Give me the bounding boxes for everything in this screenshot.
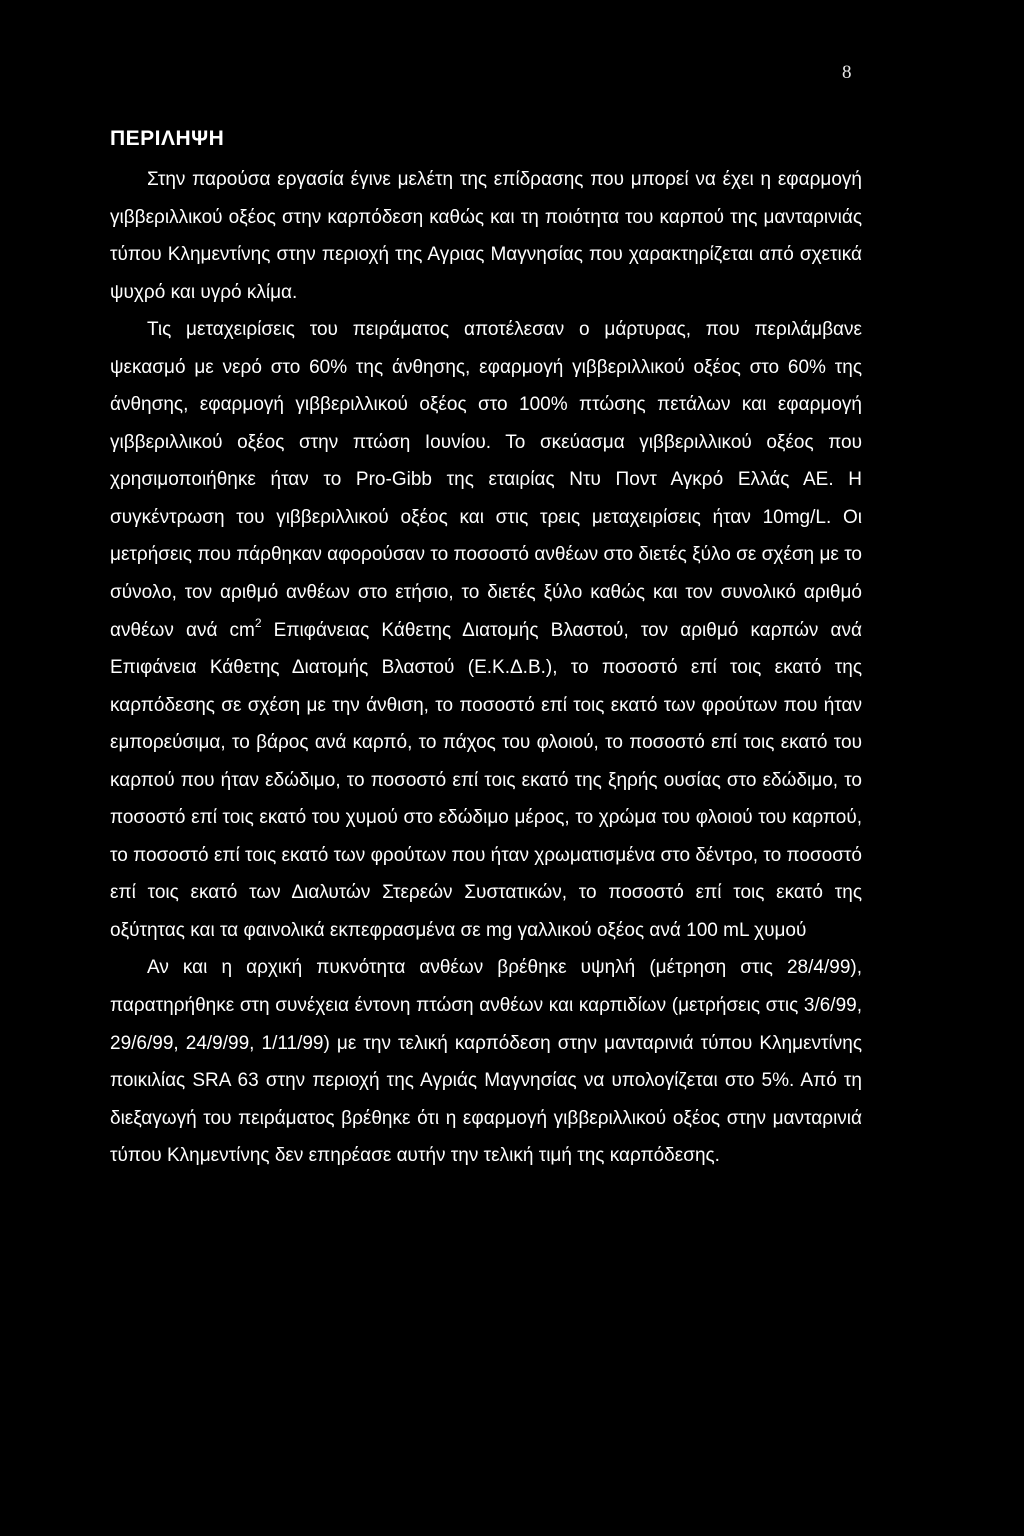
paragraph-methods-text-a: Τις μεταχειρίσεις του πειράματος αποτέλεσαν ο μάρτυρας, που περιλάμβανε ψεκασμό με νερό στο 60% της άνθησης, εφαρμογή γιββεριλλικού οξέος στο 60% της άνθησης, εφαρμογή γιββεριλλικού οξέος στο 100% πτώσης πετάλων και εφαρμογή γιββεριλλικού οξέος στην πτώση Ιουνίου. Το σκεύασμα γιββεριλλικού οξέος που χρησιμοποιήθηκε ήταν το Pro-Gibb της εταιρίας Ντυ Ποντ Αγκρό Ελλάς ΑΕ. Η συγκέντρωση του γιββεριλλικού οξέος και στις τρεις μεταχειρίσεις ήταν 10mg/L. Οι μετρήσεις που πάρθηκαν αφορούσαν το ποσοστό ανθέων στο διετές ξύλο σε σχέση με το σύνολο, τον αριθμό ανθέων στο ετήσιο, το διετές ξύλο καθώς και τον συνολικό αριθμό ανθέων ανά cm (110, 319, 862, 641)
superscript-exponent: 2 (254, 615, 262, 630)
page-number: 8 (842, 62, 852, 83)
paragraph-results: Αν και η αρχική πυκνότητα ανθέων βρέθηκε υψηλή (μέτρηση στις 28/4/99), παρατηρήθηκε στη συνέχεια έντονη πτώση ανθέων και καρπιδίων (μετρήσεις στις 3/6/99, 29/6/99, 24/9/99, 1/11/99) με την τελική καρπόδεση στην μανταρινιά τύπου Κλημεντίνης ποικιλίας SRA 63 στην περιοχή της Αγριάς Μαγνησίας να υπολογίζεται στο 5%. Από τη διεξαγωγή του πειράματος βρέθηκε ότι η εφαρμογή γιββεριλλικού οξέος στην μανταρινιά τύπου Κλημεντίνης δεν επηρέασε αυτήν την τελική τιμή της καρπόδεσης. (110, 957, 862, 1167)
section-heading: ΠΕΡΙΛΗΨΗ (110, 127, 225, 150)
paragraph-methods (110, 311, 862, 949)
abstract-body (110, 161, 862, 1175)
paragraph-methods-text-b: Επιφάνειας Κάθετης Διατομής Βλαστού, τον αριθμό καρπών ανά Επιφάνεια Κάθετης Διατομής Βλαστού (Ε.Κ.Δ.Β.), το ποσοστό επί τοις εκατό της καρπόδεσης σε σχέση με την άνθιση, το ποσοστό επί τοις εκατό των φρούτων που ήταν εμπορεύσιμα, το βάρος ανά καρπό, το πάχος του φλοιού, το ποσοστό επί τοις εκατό του καρπού που ήταν εδώδιμο, το ποσοστό επί τοις εκατό της ξηρής ουσίας στο εδώδιμο, το ποσοστό επί τοις εκατό του χυμού στο εδώδιμο μέρος, το χρώμα του φλοιού του καρπού, το ποσοστό επί τοις εκατό των φρούτων που ήταν χρωματισμένα στο δέντρο, το ποσοστό επί τοις εκατό των Διαλυτών Στερεών Συστατικών, το ποσοστό επί τοις εκατό της οξύτητας και τα φαινολικά εκπεφρασμένα σε mg γαλλικού οξέος ανά 100 mL χυμού (110, 619, 862, 941)
paragraph-intro: Στην παρούσα εργασία έγινε μελέτη της επίδρασης που μπορεί να έχει η εφαρμογή γιββεριλλικού οξέος στην καρπόδεση καθώς και τη ποιότητα του καρπού της μανταρινιάς τύπου Κλημεντίνης στην περιοχή της Αγριας Μαγνησίας που χαρακτηρίζεται από σχετικά ψυχρό και υγρό κλίμα. (110, 169, 862, 303)
